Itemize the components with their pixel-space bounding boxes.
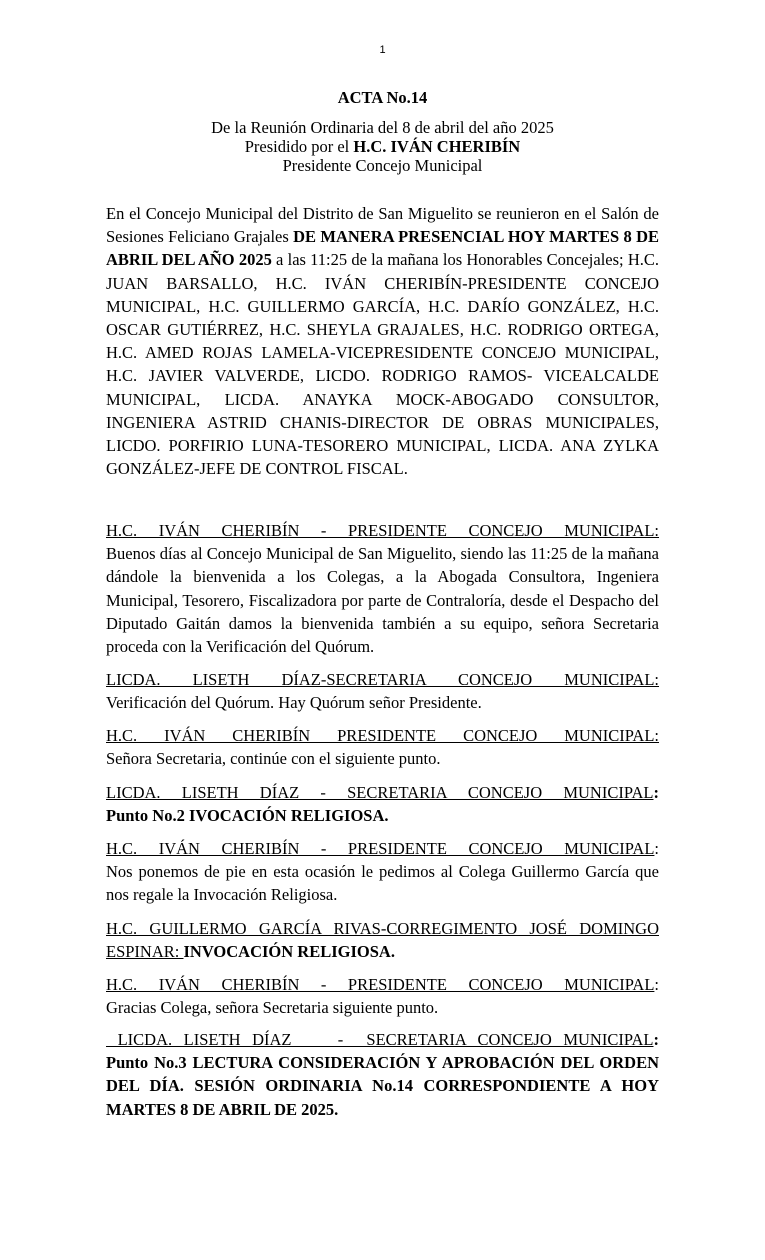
entry-1 (106, 519, 659, 658)
speaker-label: LICDA. LISETH DÍAZ - SECRETARIA CONCEJO MUNICIPAL (106, 783, 654, 802)
intro-bold: DE MANERA PRESENCIAL HOY MARTES 8 DE ABRIL DEL AÑO 2025 (106, 227, 660, 270)
speaker-label: LICDA. LISETH DÍAZ - SECRETARIA CONCEJO MUNICIPAL (106, 1030, 654, 1049)
speaker-row (106, 973, 659, 996)
intro-text-a: En el Concejo Municipal del Distrito de San Miguelito se reunieron en el Salón de Sesiones Feliciano Grajales (106, 204, 659, 247)
entry-6 (106, 917, 659, 963)
meeting-date-line: De la Reunión Ordinaria del 8 de abril del año 2025 (211, 118, 554, 137)
speaker-label-line1: H.C. GUILLERMO GARCÍA RIVAS-CORREGIMENTO JOSÉ DOMINGO (106, 919, 659, 938)
page-number: 1 (379, 44, 386, 56)
presided-by-line (100, 137, 665, 156)
president-role-line: Presidente Concejo Municipal (282, 156, 483, 175)
speaker-label-line2: ESPINAR: (106, 942, 184, 962)
entry-bold-text: Punto No.2 IVOCACIÓN RELIGIOSA. (106, 806, 389, 826)
entry-text: Señora Secretaria, continúe con el siguiente punto. (106, 749, 441, 769)
presided-by-name: H.C. IVÁN CHERIBÍN (353, 137, 521, 156)
entry-bold-text: INVOCACIÓN RELIGIOSA. (183, 942, 395, 962)
intro-paragraph (106, 202, 659, 480)
entry-text: Gracias Colega, señora Secretaria siguiente punto. (106, 998, 439, 1018)
speaker-label: H.C. IVÁN CHERIBÍN - PRESIDENTE CONCEJO MUNICIPAL (106, 975, 655, 994)
presided-by-prefix: Presidido por el (244, 137, 354, 156)
entry-text: Verificación del Quórum. Hay Quórum señor Presidente. (106, 693, 482, 713)
speaker-colon: : (653, 783, 659, 802)
speaker-label: H.C. IVÁN CHERIBÍN - PRESIDENTE CONCEJO MUNICIPAL: (106, 521, 659, 540)
speaker-colon: : (653, 1030, 659, 1049)
acta-header (100, 88, 665, 175)
speaker-row (106, 837, 659, 860)
entry-text: Nos ponemos de pie en esta ocasión le pedimos al Colega Guillermo García que nos regale la Invocación Religiosa. (106, 862, 659, 905)
speaker-colon: : (654, 839, 659, 858)
speaker-label: H.C. IVÁN CHERIBÍN - PRESIDENTE CONCEJO MUNICIPAL (106, 839, 655, 858)
speaker-row (106, 781, 659, 804)
speaker-label: H.C. IVÁN CHERIBÍN PRESIDENTE CONCEJO MUNICIPAL: (106, 726, 659, 745)
speaker-row (106, 1028, 659, 1051)
intro-text-b: a las 11:25 de la mañana los Honorables Concejales; H.C. JUAN BARSALLO, H.C. IVÁN CHERIBÍN-PRESIDENTE CONCEJO MUNICIPAL, H.C. GUILLERMO GARCÍA, H.C. DARÍO GONZÁLEZ, H.C. OSCAR GUTIÉRREZ, H.C. SHEYLA GRAJALES, H.C. RODRIGO ORTEGA, H.C. AMED ROJAS LAMELA-VICEPRESIDENTE CONCEJO MUNICIPAL, H.C. JAVIER VALVERDE, LICDO. RODRIGO RAMOS- VICEALCALDE MUNICIPAL, LICDA. ANAYKA MOCK-ABOGADO CONSULTOR, INGENIERA ASTRID CHANIS-DIRECTOR DE OBRAS MUNICIPALES, LICDO. PORFIRIO LUNA-TESORERO MUNICIPAL, LICDA. ANA ZYLKA GONZÁLEZ-JEFE DE CONTROL FISCAL. (106, 250, 660, 479)
acta-title: ACTA No.14 (337, 88, 428, 107)
speaker-label: LICDA. LISETH DÍAZ-SECRETARIA CONCEJO MUNICIPAL: (106, 670, 659, 689)
entry-8 (106, 1028, 659, 1121)
entry-5 (106, 837, 659, 907)
speaker-colon: : (654, 975, 659, 994)
entry-text: Buenos días al Concejo Municipal de San Miguelito, siendo las 11:25 de la mañana dándole la bienvenida a los Colegas, a la Abogada Consultora, Ingeniera Municipal, Tesorero, Fiscalizadora por parte de Contraloría, desde el Despacho del Diputado Gaitán damos la bienvenida también a su equipo, señora Secretaria proceda con la Verificación del Quórum. (106, 544, 659, 657)
entry-2 (106, 668, 659, 714)
entry-3 (106, 724, 659, 770)
entry-7 (106, 973, 659, 1019)
entry-4 (106, 781, 659, 827)
entry-bold-text: Punto No.3 LECTURA CONSIDERACIÓN Y APROBACIÓN DEL ORDEN DEL DÍA. SESIÓN ORDINARIA No.14 CORRESPONDIENTE A HOY MARTES 8 DE ABRIL DE 2025. (106, 1053, 659, 1119)
